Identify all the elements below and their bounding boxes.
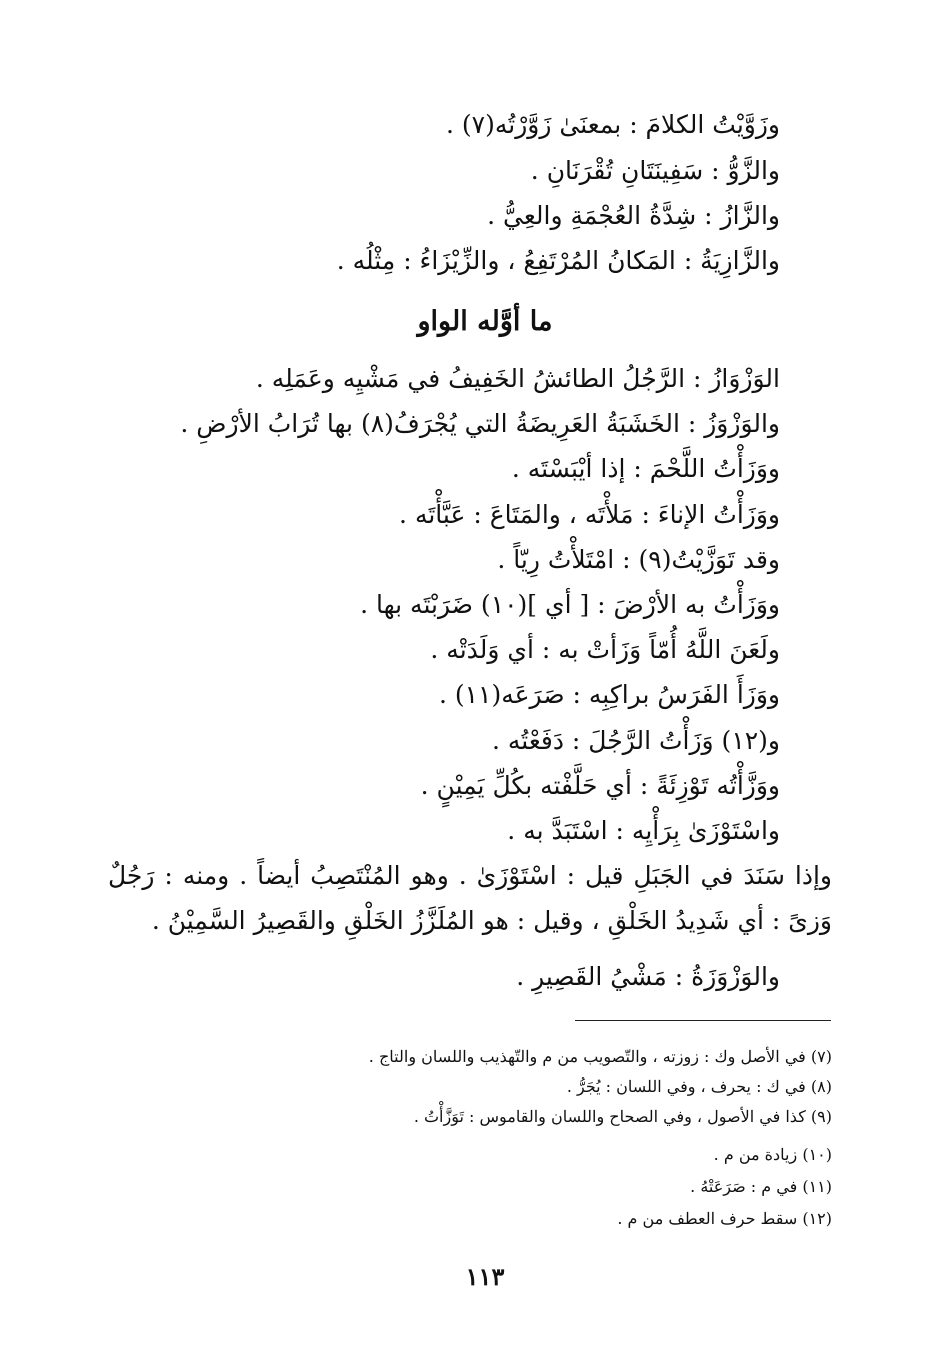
footnote: (٨) في ك : يحرف ، وفي اللسان : يُجَرُّ . xyxy=(566,1077,832,1096)
text-line: والزَّازِيَةُ : المَكانُ المُرْتَفِعُ ، والزِّيْزَاءُ : مِثْلُه . xyxy=(336,246,780,275)
text-line: الوَزْوَازُ : الرَّجُلُ الطائشُ الخَفِيفُ في مَشْيِه وعَمَلِه . xyxy=(255,364,780,393)
text-line: والوَزْوَزَةُ : مَشْيُ القَصِيرِ . xyxy=(516,962,780,991)
footnote: (١٢) سقط حرف العطف من م . xyxy=(617,1209,832,1228)
text-line: ولَعَنَ اللَّهُ أُمّاً وَزَأتْ به : أي وَلَدَتْه . xyxy=(430,635,780,664)
text-line: وزَوَّيْتُ الكلامَ : بمعنَىٰ زَوَّرْتُه(٧) . xyxy=(446,110,780,139)
text-line: ووَزَأْتُ اللَّحْمَ : إذا أيْبَسْتَه . xyxy=(511,454,780,483)
footnote-divider xyxy=(575,1020,831,1021)
text-line: ووَزَأْتُ الإناءَ : مَلأْتَه ، والمَتَاعَ : عَبَّأْتَه . xyxy=(399,500,780,529)
footnote: (١٠) زيادة من م . xyxy=(713,1145,832,1164)
text-line: وإذا سَنَدَ في الجَبَلِ قيل : اسْتَوْزَىٰ . وهو المُنْتَصِبُ أيضاً . ومنه : رَجُلٌ xyxy=(108,861,832,890)
text-line: ووَزَّأْتُه تَوْزِئَةً : أي حَلَّفْته بكُلِّ يَمِيْنٍ . xyxy=(420,771,780,800)
text-line: و(١٢) وَزَأْتُ الرَّجُلَ : دَفَعْتُه . xyxy=(491,726,780,755)
text-line: والزَّازُ : شِدَّةُ العُجْمَةِ والعِيُّ . xyxy=(487,201,780,230)
text-line: وقد تَوَزَّيْتُ(٩) : امْتَلأْتُ رِيّاً . xyxy=(497,545,780,574)
text-line: وَزىً : أي شَدِيدُ الخَلْقِ ، وقيل : هو المُلَزَّزُ الخَلْقِ والقَصِيرُ السَّمِيْنُ . xyxy=(151,906,832,935)
section-heading: ما أوَّله الواو xyxy=(417,306,553,337)
text-line: ووَزَأَ الفَرَسُ براكِبِه : صَرَعَه(١١) . xyxy=(438,680,780,709)
text-line: والزَّوُّ : سَفِينَتَانِ تُقْرَنَانِ . xyxy=(530,156,780,185)
footnote: (١١) في م : صَرَعَتْهُ . xyxy=(690,1177,832,1196)
text-line: واسْتَوْزَىٰ بِرَأْيِه : اسْتَبَدَّ به . xyxy=(507,816,780,845)
text-line: والوَزْوَزُ : الخَشَبَةُ العَرِيضَةُ التي يُجْرَفُ(٨) بها تُرَابُ الأرْضِ . xyxy=(180,409,780,438)
page-number: ١١٣ xyxy=(465,1262,505,1291)
footnote: (٩) كذا في الأصول ، وفي الصحاح واللسان والقاموس : تَوَزَّأْتُ . xyxy=(413,1107,832,1126)
text-line: ووَزَأْتُ به الأرْضَ : [ أي ](١٠) ضَرَبْتَه بها . xyxy=(360,590,780,619)
footnote: (٧) في الأصل وك : زوزته ، والتّصويب من م والتّهذيب واللسان والتاج . xyxy=(368,1047,832,1066)
